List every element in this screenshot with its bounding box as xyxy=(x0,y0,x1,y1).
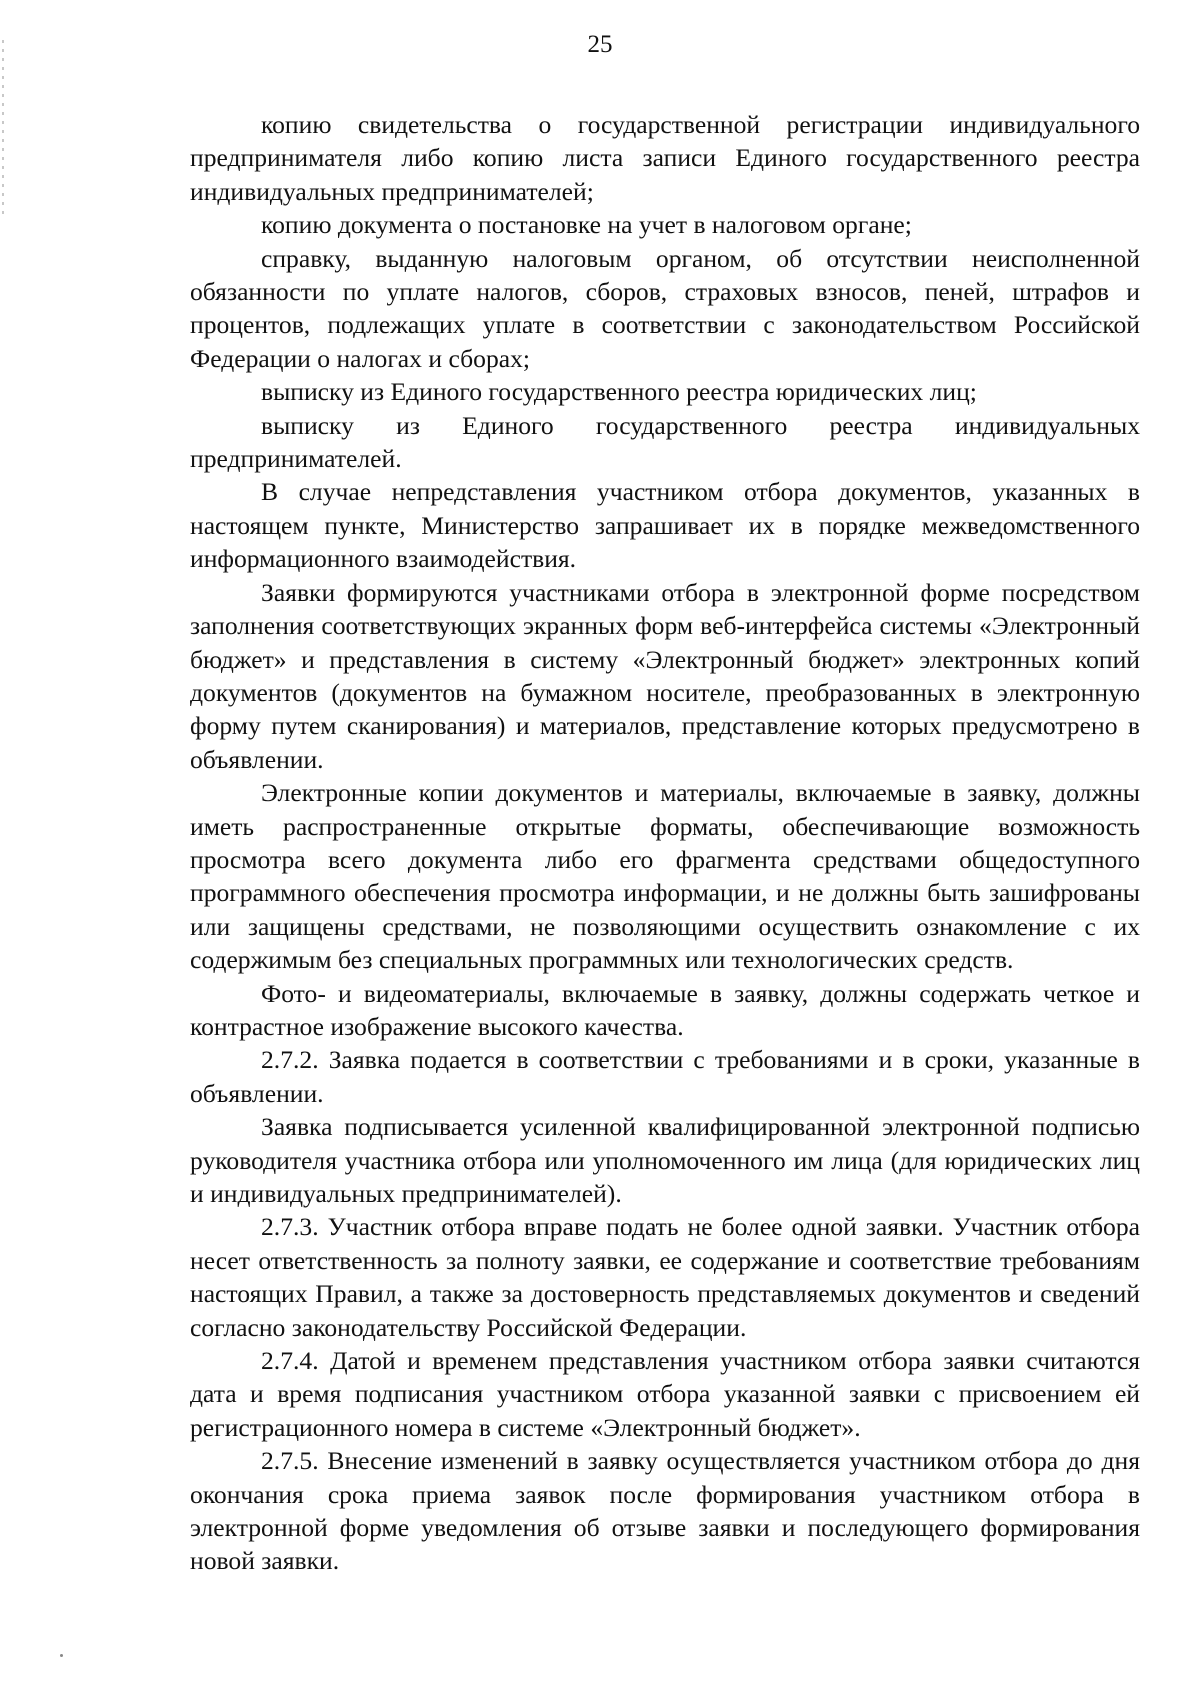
paragraph-2-7-3: 2.7.3. Участник отбора вправе подать не более одной заявки. Участник отбора несет ответственность за полноту заявки, ее содержание и соответствие требованиям настоящих Правил, а также за достоверность представляемых документов и сведений согласно законодательству Российской Федерации. xyxy=(190,1212,1140,1342)
paragraph-tax-certificate: справку, выданную налоговым органом, об отсутствии неисполненной обязанности по уплате налогов, сборов, страховых взносов, пеней, штрафов и процентов, подлежащих уплате в соответствии с законодательством Российской Федерации о налогах и сборах; xyxy=(190,243,1140,373)
paragraph-ip-extract: выписку из Единого государственного реестра индивидуальных предпринимателей. xyxy=(190,410,1140,474)
paragraph-tax-registration-copy: копию документа о постановке на учет в налоговом органе; xyxy=(261,210,912,240)
paragraph-signature: Заявка подписывается усиленной квалифицированной электронной подписью руководителя участника отбора или уполномоченного им лица (для юридических лиц и индивидуальных предпринимателей). xyxy=(190,1112,1140,1208)
scan-edge-mark xyxy=(2,40,4,220)
document-body xyxy=(190,108,1140,1578)
paragraph-2-7-4: 2.7.4. Датой и временем представления участником отбора заявки считаются дата и время подписания участником отбора указанной заявки с присвоением ей регистрационного номера в системе «Электронный бюджет». xyxy=(190,1346,1140,1442)
paragraph-legal-entities-extract: выписку из Единого государственного реестра юридических лиц; xyxy=(261,377,977,407)
paragraph-2-7-5: 2.7.5. Внесение изменений в заявку осуществляется участником отбора до дня окончания срока приема заявок после формирования участником отбора в электронной форме уведомления об отзыве заявки и последующего формирования новой заявки. xyxy=(190,1446,1140,1576)
paragraph-ip-registration-copy: копию свидетельства о государственной регистрации индивидуального предпринимателя либо копию листа записи Единого государственного реестра индивидуальных предпринимателей; xyxy=(190,110,1140,206)
paragraph-photo-video: Фото- и видеоматериалы, включаемые в заявку, должны содержать четкое и контрастное изображение высокого качества. xyxy=(190,978,1140,1041)
paragraph-2-7-2: 2.7.2. Заявка подается в соответствии с требованиями и в сроки, указанные в объявлении. xyxy=(190,1045,1140,1108)
page-number: 25 xyxy=(587,31,613,58)
scan-dot xyxy=(60,1654,63,1657)
paragraph-application-forming: Заявки формируются участниками отбора в электронной форме посредством заполнения соответствующих экранных форм веб-интерфейса системы «Электронный бюджет» и представления в систему «Электронный бюджет» электронных копий документов (документов на бумажном носителе, преобразованных в электронную форму путем сканирования) и материалов, представление которых предусмотрено в объявлении. xyxy=(190,577,1140,774)
paragraph-interagency-request: В случае непредставления участником отбора документов, указанных в настоящем пункте, Министерство запрашивает их в порядке межведомственного информационного взаимодействия. xyxy=(190,477,1140,574)
paragraph-electronic-copies-formats: Электронные копии документов и материалы, включаемые в заявку, должны иметь распространенные открытые форматы, обеспечивающие возможность просмотра всего документа либо его фрагмента средствами общедоступного программного обеспечения просмотра информации, и не должны быть зашифрованы или защищены средствами, не позволяющими осуществить ознакомление с их содержимым без специальных программных или технологических средств. xyxy=(190,778,1140,975)
